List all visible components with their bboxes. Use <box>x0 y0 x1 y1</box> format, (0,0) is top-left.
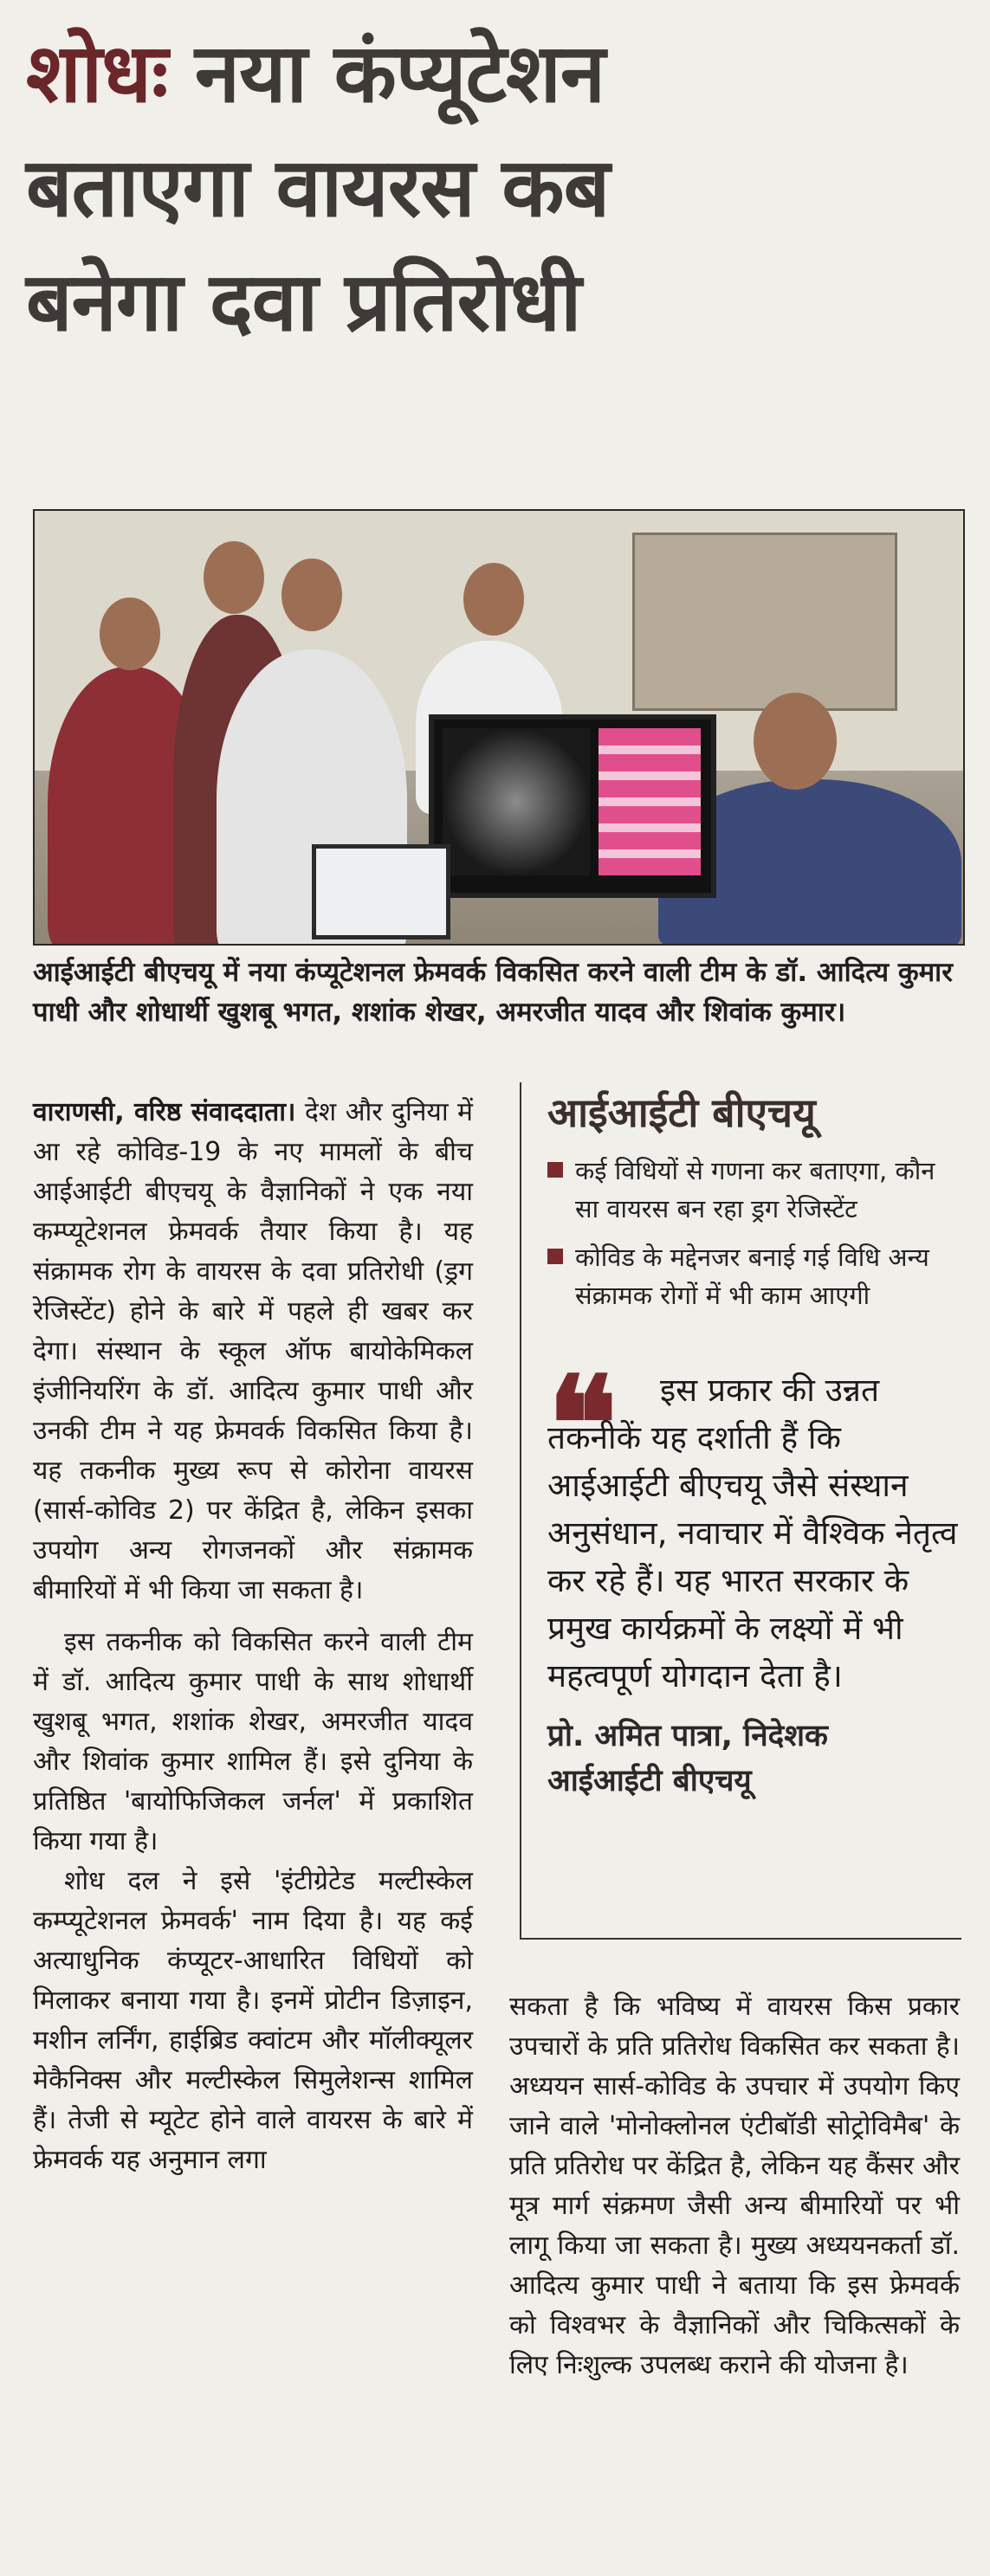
photo-laptop <box>312 844 450 939</box>
highlight-item <box>547 1238 961 1314</box>
quote-attribution-name: प्रो. अमित पात्रा, निदेशक <box>547 1719 828 1753</box>
bullet-square-icon <box>547 1162 563 1178</box>
article-paragraph-2: इस तकनीक को विकसित करने वाली टीम में डॉ. आदित्य कुमार पाधी के साथ शोधार्थी खुशबू भगत, शशांक शेखर, अमरजीत यादव और शिवांक कुमार शामिल हैं। इसे दुनिया के प्रतिष्ठित 'बायोफिजिकल जर्नल' में प्रकाशित किया गया है। <box>33 1627 473 1856</box>
article-paragraph-3: शोध दल ने इसे 'इंटीग्रेटेड मल्टीस्केल कम्प्यूटेशनल फ्रेमवर्क' नाम दिया है। यह कई अत्याधुनिक कंप्यूटर-आधारित विधियों को मिलाकर बनाया गया है। इनमें प्रोटीन डिज़ाइन, मशीन लर्निंग, हाईब्रिड क्वांटम और मॉलीक्यूलर मेकैनिक्स और मल्टीस्केल सिमुलेशन्स शामिल हैं। तेजी से म्यूटेट होने वाले वायरस के बारे में फ्रेमवर्क यह अनुमान लगा <box>33 1866 473 2175</box>
photo-head-1 <box>100 597 160 670</box>
dateline: वाराणसी, वरिष्ठ संवाददाता। <box>33 1097 296 1127</box>
quote-attribution <box>547 1714 961 1804</box>
photo-monitor <box>429 714 716 898</box>
highlights-box <box>520 1082 961 1940</box>
highlights-title: आईआईटी बीएचयू <box>547 1089 816 1136</box>
headline-line-3: बनेगा दवा प्रतिरोधी <box>26 255 581 350</box>
quote-attribution-org: आईआईटी बीएचयू <box>547 1764 752 1798</box>
highlight-text: कई विधियों से गणना कर बताएगा, कौन सा वायरस बन रहा ड्रग रेजिस्टेंट <box>575 1156 935 1223</box>
photo-caption: आईआईटी बीएचयू में नया कंप्यूटेशनल फ्रेमवर्क विकसित करने वाली टीम के डॉ. आदित्य कुमार पाधी और शोधार्थी खुशबू भगत, शशांक शेखर, अमरजीत यादव और शिवांक कुमार। <box>33 957 953 1028</box>
article-paragraph-1 <box>33 1093 473 1611</box>
article-column-right <box>509 1987 960 2386</box>
article-paragraph-1-text: देश और दुनिया में आ रहे कोविड-19 के नए मामलों के बीच आईआईटी बीएचयू के वैज्ञानिकों ने एक नया कम्प्यूटेशनल फ्रेमवर्क तैयार किया है। यह संक्रामक रोग के वायरस के दवा प्रतिरोधी (ड्रग रेजिस्टेंट) होने के बारे में पहले ही खबर कर देगा। संस्थान के स्कूल ऑफ बायोकेमिकल इंजीनियरिंग के डॉ. आदित्य कुमार पाधी और उनकी टीम ने यह फ्रेमवर्क विकसित किया है। यह तकनीक मुख्य रूप से कोरोना वायरस (सार्स-कोविड 2) पर केंद्रित है, लेकिन इसका उपयोग अन्य रोगजनकों और संक्रामक बीमारियों में भी किया जा सकता है। <box>33 1097 473 1605</box>
article-paragraph-4: सकता है कि भविष्य में वायरस किस प्रकार उपचारों के प्रति प्रतिरोध विकसित कर सकता है। अध्ययन सार्स-कोविड के उपचार में उपयोग किए जाने वाले 'मोनोक्लोनल एंटीबॉडी सोट्रोविमैब' के प्रति प्रतिरोध पर केंद्रित है, लेकिन यह कैंसर और मूत्र मार्ग संक्रमण जैसी अन्य बीमारियों पर भी लागू किया जा सकता है। मुख्य अध्ययनकर्ता डॉ. आदित्य कुमार पाधी ने बताया कि इस फ्रेमवर्क को विश्वभर के वैज्ञानिकों और चिकित्सकों के लिए निःशुल्क उपलब्ध कराने की योजना है। <box>509 1992 960 2380</box>
pull-quote-text: इस प्रकार की उन्नत तकनीकें यह दर्शाती हैं कि आईआईटी बीएचयू जैसे संस्थान अनुसंधान, नवाचार में वैश्विक नेतृत्व कर रहे हैं। यह भारत सरकार के प्रमुख कार्यक्रमों के लक्ष्यों में भी महत्वपूर्ण योगदान देता है। <box>547 1372 958 1695</box>
photo-screen-grid <box>599 728 701 875</box>
photo-head-4 <box>463 563 524 636</box>
headline <box>26 17 970 360</box>
photo-head-2 <box>204 541 264 614</box>
headline-line-1-text: नया कंप्यूटेशन <box>194 27 605 121</box>
quote-mark-icon: ❝ <box>547 1348 618 1501</box>
photo-head-5 <box>754 693 837 790</box>
bullet-square-icon <box>547 1249 563 1264</box>
photo-head-3 <box>281 558 342 631</box>
headline-line-2: बताएगा वायरस कब <box>26 141 610 236</box>
highlight-item <box>547 1152 961 1228</box>
pull-quote <box>547 1348 961 1700</box>
photo-screen-molecule <box>443 728 590 875</box>
highlight-text: कोविड के मद्देनजर बनाई गई विधि अन्य संक्रामक रोगों में भी काम आएगी <box>575 1243 929 1310</box>
photo-cabinet <box>632 533 897 711</box>
article-column-left <box>33 1093 473 2180</box>
team-photo <box>33 509 965 946</box>
headline-kicker: शोधः <box>26 27 168 121</box>
headline-line-1 <box>26 17 970 132</box>
